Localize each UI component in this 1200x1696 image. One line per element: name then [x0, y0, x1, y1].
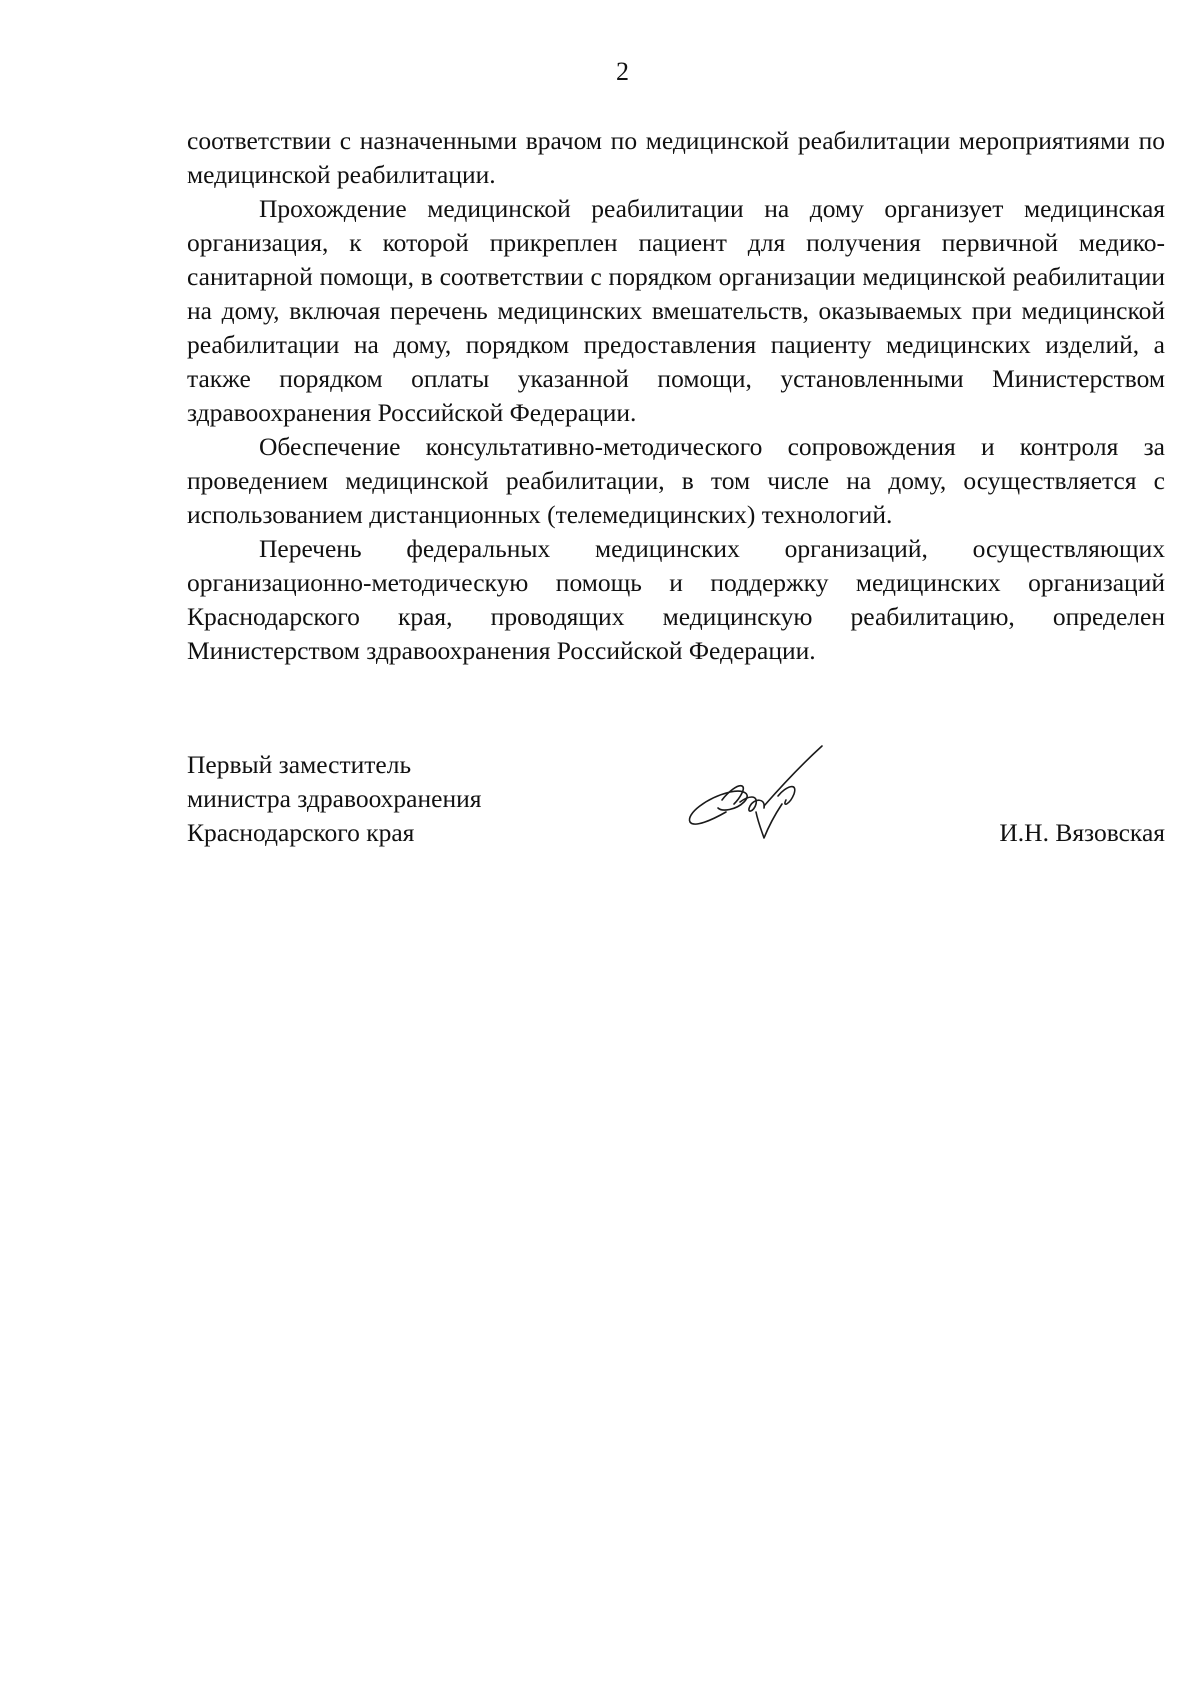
paragraph-telemedicine: Обеспечение консультативно-методического сопровождения и контроля за проведением медицинской реабилитации, в том числе на дому, осуществляется с использованием дистанционных (телемедицинских) технологий. — [187, 432, 1165, 529]
handwritten-signature — [682, 742, 862, 852]
paragraph-continuation: соответствии с назначенными врачом по медицинской реабилитации мероприятиями по медицинской реабилитации. — [187, 126, 1165, 189]
paragraph-federal-organizations: Перечень федеральных медицинских организаций, осуществляющих организационно-методическую помощь и поддержку медицинских организаций Краснодарского края, проводящих медицинскую реабилитацию, определен Министерством здравоохранения Российской Федерации. — [187, 534, 1165, 665]
signer-position-line: Краснодарского края — [187, 818, 415, 847]
document-body — [187, 124, 1165, 668]
page-number: 2 — [616, 57, 629, 86]
signer-name: И.Н. Вязовская — [999, 818, 1165, 847]
signer-position-line: Первый заместитель — [187, 750, 412, 779]
signer-position-line: министра здравоохранения — [187, 784, 482, 813]
signature-block — [187, 748, 1165, 868]
paragraph-home-rehabilitation: Прохождение медицинской реабилитации на дому организует медицинская организация, к которой прикреплен пациент для получения первичной медико-санитарной помощи, в соответствии с порядком организации медицинской реабилитации на дому, включая перечень медицинских вмешательств, оказываемых при медицинской реабилитации на дому, порядком предоставления пациенту медицинских изделий, а также порядком оплаты указанной помощи, установленными Министерством здравоохранения Российской Федерации. — [187, 194, 1165, 427]
signer-position — [187, 748, 481, 850]
